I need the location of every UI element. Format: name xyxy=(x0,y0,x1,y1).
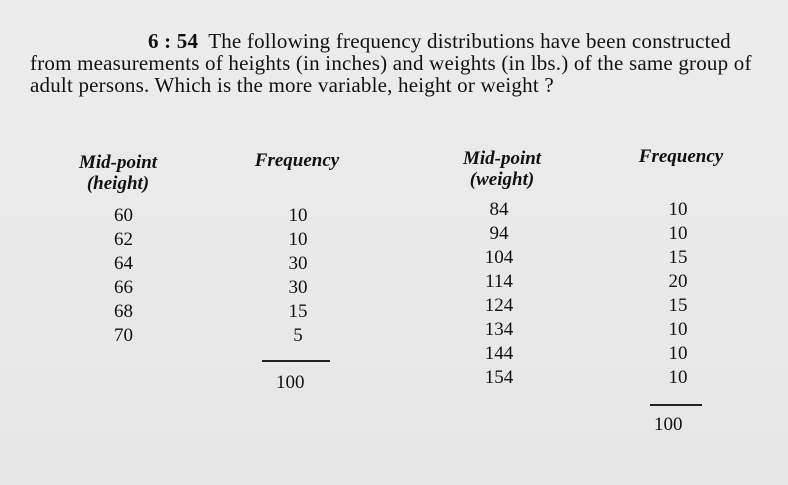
height-midpoint-cell: 60 xyxy=(114,205,133,226)
height-midpoint-cell: 62 xyxy=(114,229,133,250)
weight-frequency-cell: 15 xyxy=(668,295,688,316)
weight-frequency-cell: 10 xyxy=(668,199,688,220)
weight-frequency-cell: 10 xyxy=(668,319,688,340)
weight-total-rule xyxy=(650,404,702,406)
height-midpoint-cell: 70 xyxy=(114,325,133,346)
height-frequency-cell: 30 xyxy=(288,253,308,274)
weight-frequency-cell: 10 xyxy=(668,343,688,364)
height-total-rule xyxy=(262,360,330,362)
weight-frequency-cell: 15 xyxy=(668,247,688,268)
height-frequency-header: Frequency xyxy=(254,150,340,171)
height-frequency-cell: 10 xyxy=(288,229,308,250)
weight-frequency-column xyxy=(658,198,698,390)
height-total: 100 xyxy=(276,372,305,393)
height-midpoint-header: Mid-point (height) xyxy=(78,152,158,194)
weight-midpoint-cell: 104 xyxy=(484,247,514,268)
weight-midpoint-column xyxy=(476,198,522,390)
height-frequency-cell: 10 xyxy=(288,205,308,226)
height-frequency-column xyxy=(278,204,318,348)
height-midpoint-column xyxy=(114,204,154,348)
problem-text: The following frequency distributions have been constructed from measurements of heights (in inches) and weights (in lbs.) of the same group of adult persons. Which is the more variable, height or weight ? xyxy=(30,29,752,97)
weight-frequency-cell: 10 xyxy=(668,367,688,388)
problem-statement xyxy=(30,30,770,96)
weight-midpoint-cell: 84 xyxy=(489,199,509,220)
weight-frequency-cell: 20 xyxy=(668,271,688,292)
height-midpoint-cell: 64 xyxy=(114,253,133,274)
weight-midpoint-cell: 114 xyxy=(485,271,513,292)
height-frequency-cell: 30 xyxy=(288,277,308,298)
weight-midpoint-header: Mid-point (weight) xyxy=(462,148,542,190)
height-frequency-cell: 5 xyxy=(293,325,303,346)
weight-midpoint-cell: 94 xyxy=(489,223,509,244)
weight-midpoint-cell: 124 xyxy=(484,295,514,316)
problem-number: 6 : 54 xyxy=(148,29,199,53)
weight-midpoint-cell: 154 xyxy=(484,367,514,388)
height-frequency-cell: 15 xyxy=(288,301,308,322)
weight-midpoint-cell: 144 xyxy=(484,343,514,364)
weight-frequency-cell: 10 xyxy=(668,223,688,244)
weight-frequency-header: Frequency xyxy=(638,146,724,167)
height-midpoint-cell: 68 xyxy=(114,301,133,322)
height-midpoint-cell: 66 xyxy=(114,277,133,298)
weight-total: 100 xyxy=(654,414,683,435)
weight-midpoint-cell: 134 xyxy=(484,319,514,340)
